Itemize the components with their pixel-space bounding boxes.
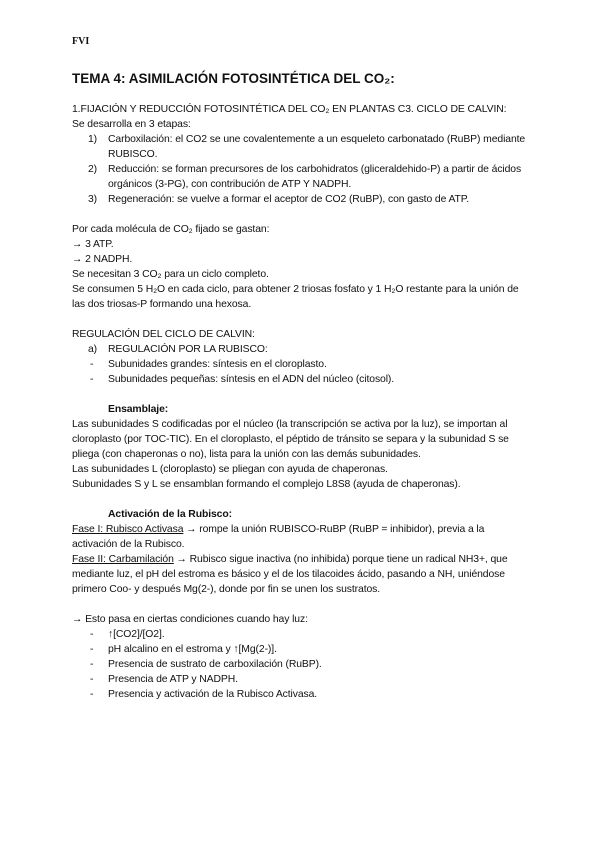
list-text: Presencia y activación de la Rubisco Activasa.	[108, 689, 318, 700]
conditions-intro: → Esto pasa en ciertas condiciones cuando hay luz:	[72, 614, 308, 625]
list-text: Reducción: se forman precursores de los carbohidratos (gliceraldehido-P) a partir de ácidos orgánicos (3-PG), con contribución de ATP Y NADPH.	[108, 164, 522, 190]
costs-nadph: → 2 NADPH.	[72, 254, 133, 265]
list-text: ↑[CO2]/[O2].	[108, 629, 165, 640]
list-item: - Subunidades grandes: síntesis en el cloroplasto.	[90, 359, 327, 370]
list-number: 1)	[88, 134, 98, 145]
phase1-text: → rompe la unión RUBISCO-RuBP (RuBP = inhibidor), previa a la activación de la Rubisco.	[72, 524, 485, 550]
costs-atp: → 3 ATP.	[72, 239, 114, 250]
phase2-paragraph	[72, 552, 528, 597]
list-item	[72, 132, 528, 162]
list-text: pH alcalino en el estroma y ↑[Mg(2-)].	[108, 644, 277, 655]
phase1-paragraph	[72, 522, 528, 552]
assembly-paragraph: Subunidades S y L se ensamblan formando el complejo L8S8 (ayuda de chaperonas).	[72, 479, 461, 490]
costs-water: Se consumen 5 H₂O en cada ciclo, para obtener 2 triosas fosfato y 1 H₂O restante para la unión de las dos triosas-P formando una hexosa.	[72, 284, 519, 310]
header-mark: FVI	[72, 36, 90, 47]
costs-intro: Por cada molécula de CO₂ fijado se gastan:	[72, 224, 270, 235]
list-letter: a)	[88, 344, 98, 355]
list-text: Subunidades pequeñas: síntesis en el ADN del núcleo (citosol).	[108, 374, 395, 385]
list-item	[72, 192, 528, 207]
list-text: Presencia de ATP y NADPH.	[108, 674, 238, 685]
list-item: - Presencia de sustrato de carboxilación (RuBP).	[90, 659, 322, 670]
list-item	[72, 162, 528, 192]
list-text: Subunidades grandes: síntesis en el cloroplasto.	[108, 359, 327, 370]
section-intro: Se desarrolla en 3 etapas:	[72, 119, 191, 130]
phase2-text: → Rubisco sigue inactiva (no inhibida) porque tiene un radical NH3+, que mediante luz, el pH del estroma es básico y el de los tilacoides ácido, pasando a NH, uniéndose primero Coo- y después Mg(2-), donde por fin se unen los sustratos.	[72, 554, 508, 595]
regulation-subheading	[72, 342, 528, 357]
list-number: 2)	[88, 164, 98, 175]
list-text: Regeneración: se vuelve a formar el aceptor de CO2 (RuBP), con gasto de ATP.	[108, 194, 470, 205]
document-body	[72, 102, 528, 702]
costs-cycle: Se necesitan 3 CO₂ para un ciclo completo.	[72, 269, 269, 280]
list-item: - pH alcalino en el estroma y ↑[Mg(2-)].	[90, 644, 277, 655]
subheading-text: REGULACIÓN POR LA RUBISCO:	[108, 344, 268, 355]
list-item: - Subunidades pequeñas: síntesis en el ADN del núcleo (citosol).	[90, 374, 395, 385]
page-title: TEMA 4: ASIMILACIÓN FOTOSINTÉTICA DEL CO₂:	[72, 71, 395, 86]
section-heading: 1.FIJACIÓN Y REDUCCIÓN FOTOSINTÉTICA DEL CO₂ EN PLANTAS C3. CICLO DE CALVIN:	[72, 104, 507, 115]
list-item: - Presencia y activación de la Rubisco Activasa.	[90, 689, 318, 700]
list-number: 3)	[88, 194, 98, 205]
list-item: - Presencia de ATP y NADPH.	[90, 674, 238, 685]
list-item: - ↑[CO2]/[O2].	[90, 629, 165, 640]
assembly-heading: Ensamblaje:	[108, 404, 169, 415]
regulation-heading: REGULACIÓN DEL CICLO DE CALVIN:	[72, 329, 255, 340]
assembly-paragraph: Las subunidades S codificadas por el núcleo (la transcripción se activa por la luz), se importan al cloroplasto (por TOC-TIC). En el cloroplasto, el péptido de tránsito se separa y la subunidad S se pliega (con chaperonas o no), lista para la unión con las demás subunidades.	[72, 419, 509, 460]
assembly-paragraph: Las subunidades L (cloroplasto) se pliegan con ayuda de chaperonas.	[72, 464, 388, 475]
list-text: Carboxilación: el CO2 se une covalentemente a un esqueleto carbonatado (RuBP) mediante RUBISCO.	[108, 134, 526, 160]
list-text: Presencia de sustrato de carboxilación (RuBP).	[108, 659, 322, 670]
phase2-label: Fase II: Carbamilación	[72, 554, 174, 565]
phase1-label: Fase I: Rubisco Activasa	[72, 524, 184, 535]
activation-heading: Activación de la Rubisco:	[108, 509, 232, 520]
